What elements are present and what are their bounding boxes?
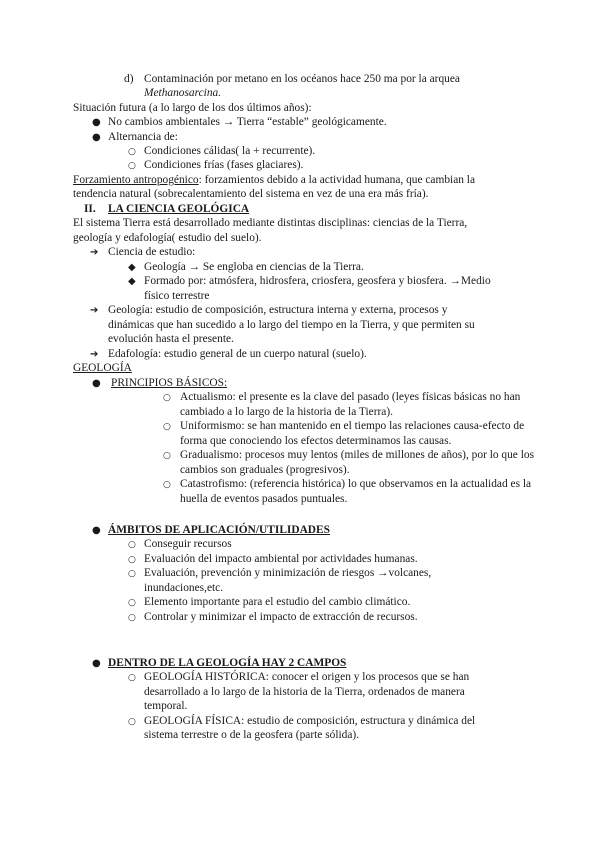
forzamiento-term: Forzamiento antropogénico — [73, 174, 199, 186]
diamond-icon: ◆ — [128, 262, 136, 273]
bullet-alternancia: Alternancia de: — [108, 131, 178, 143]
actualismo-line-2: cambiado a lo largo de la historia de la Tierra). — [180, 406, 393, 418]
list-item-metano-line-1: Contaminación por metano en los océanos hace 250 ma por la arquea — [144, 73, 460, 85]
forzamiento-line-1 — [73, 173, 475, 188]
circle-bullet-icon: ○ — [128, 613, 136, 623]
geologia-def-line-3: evolución hasta el presente. — [108, 333, 234, 345]
sub-condiciones-frias: Condiciones frías (fases glaciares). — [144, 159, 304, 171]
circle-bullet-icon: ○ — [128, 555, 136, 565]
bullet-icon: ● — [92, 132, 101, 143]
sub-condiciones-calidas: Condiciones cálidas( la + recurrente). — [144, 145, 316, 157]
formado-por-line-2: físico terrestre — [144, 290, 210, 302]
circle-bullet-icon: ○ — [128, 147, 136, 157]
geologia-heading: GEOLOGÍA — [73, 362, 132, 374]
geologia-fisica-line-2: sistema terrestre o de la geosfera (parte sólida). — [144, 729, 360, 741]
forzamiento-desc: : forzamientos debido a la actividad humana, que cambian la — [198, 174, 476, 186]
geologia-def-line-1: Geología: estudio de composición, estructura interna y externa, procesos y — [108, 304, 448, 316]
list-item-metano-line-2: Methanosarcina. — [144, 87, 222, 99]
circle-bullet-icon: ○ — [163, 480, 171, 490]
bullet-icon: ● — [92, 117, 101, 128]
circle-bullet-icon: ○ — [128, 598, 136, 608]
section-heading: LA CIENCIA GEOLÓGICA — [108, 203, 250, 215]
forzamiento-line-2: tendencia natural (sobrecalentamiento del sistema en vez de una era más fría). — [73, 188, 429, 200]
ambito-extraccion: Controlar y minimizar el impacto de extracción de recursos. — [144, 611, 418, 623]
geologia-historica-line-2: desarrollado a lo largo de la historia de la Tierra, ordenados de manera — [144, 686, 465, 698]
circle-bullet-icon: ○ — [163, 451, 171, 461]
ambito-impacto: Evaluación del impacto ambiental por actividades humanas. — [144, 553, 418, 565]
edafologia-def: Edafología: estudio general de un cuerpo natural (suelo). — [108, 348, 367, 360]
sistema-tierra-line-2: geología y edafología( estudio del suelo). — [73, 232, 262, 244]
uniformismo-line-1: Uniformismo: se han mantenido en el tiempo las relaciones causa-efecto de — [180, 420, 525, 432]
circle-bullet-icon: ○ — [128, 540, 136, 550]
arrow-icon: ➔ — [90, 305, 99, 316]
bullet-no-cambios: No cambios ambientales → Tierra “estable” geológicamente. — [108, 116, 387, 128]
catastrofismo-line-1: Catastrofismo: (referencia histórica) lo que observamos en la actualidad es la — [180, 478, 532, 490]
situacion-futura-text: Situación futura (a lo largo de los dos últimos años): — [73, 102, 312, 114]
principios-heading: PRINCIPIOS BÁSICOS: — [111, 377, 228, 389]
ambito-riesgos-line-2: inundaciones,etc. — [144, 582, 224, 594]
ambito-cambio-climatico: Elemento importante para el estudio del cambio climático. — [144, 596, 411, 608]
sistema-tierra-line-1: El sistema Tierra está desarrollado mediante distintas disciplinas: ciencias de la Tierra, — [73, 217, 468, 229]
geologia-def-line-2: dinámicas que han sucedido a lo largo del tiempo en la Tierra, y que permiten su — [108, 319, 475, 331]
bullet-icon: ● — [92, 378, 101, 389]
circle-bullet-icon: ○ — [128, 569, 136, 579]
diamond-icon: ◆ — [128, 276, 136, 287]
ambitos-heading: ÁMBITOS DE APLICACIÓN/UTILIDADES — [108, 524, 330, 536]
circle-bullet-icon: ○ — [128, 717, 136, 727]
gradualismo-line-2: cambios son graduales (progresivos). — [180, 464, 350, 476]
catastrofismo-line-2: huella de eventos pasados puntuales. — [180, 493, 348, 505]
arrow-icon: ➔ — [90, 247, 99, 258]
circle-bullet-icon: ○ — [163, 393, 171, 403]
gradualismo-line-1: Gradualismo: procesos muy lentos (miles de millones de años), por lo que los — [180, 449, 534, 461]
section-number: II. — [84, 203, 96, 215]
ciencia-estudio: Ciencia de estudio: — [108, 246, 196, 258]
bullet-icon: ● — [92, 658, 101, 669]
bullet-icon: ● — [92, 525, 101, 536]
formado-por-line-1: Formado por: atmósfera, hidrosfera, criosfera, geosfera y biosfera. →Medio — [144, 275, 491, 287]
geologia-fisica-line-1: GEOLOGÍA FÍSICA: estudio de composición, estructura y dinámica del — [144, 715, 476, 727]
geologia-historica-line-3: temporal. — [144, 700, 188, 712]
circle-bullet-icon: ○ — [128, 673, 136, 683]
campos-heading: DENTRO DE LA GEOLOGÍA HAY 2 CAMPOS — [108, 657, 347, 669]
geologia-historica-line-1: GEOLOGÍA HISTÓRICA: conocer el origen y los procesos que se han — [144, 671, 470, 683]
ambito-riesgos-line-1: Evaluación, prevención y minimización de riesgos →volcanes, — [144, 567, 432, 579]
arrow-icon: ➔ — [90, 349, 99, 360]
ambito-recursos: Conseguir recursos — [144, 538, 232, 550]
geologia-engloba: Geología → Se engloba en ciencias de la Tierra. — [144, 261, 364, 273]
uniformismo-line-2: forma que conociendo los efectos determinamos las causas. — [180, 435, 452, 447]
circle-bullet-icon: ○ — [163, 422, 171, 432]
list-marker-d: d) — [124, 73, 134, 85]
circle-bullet-icon: ○ — [128, 161, 136, 171]
actualismo-line-1: Actualismo: el presente es la clave del pasado (leyes físicas básicas no han — [180, 391, 521, 403]
